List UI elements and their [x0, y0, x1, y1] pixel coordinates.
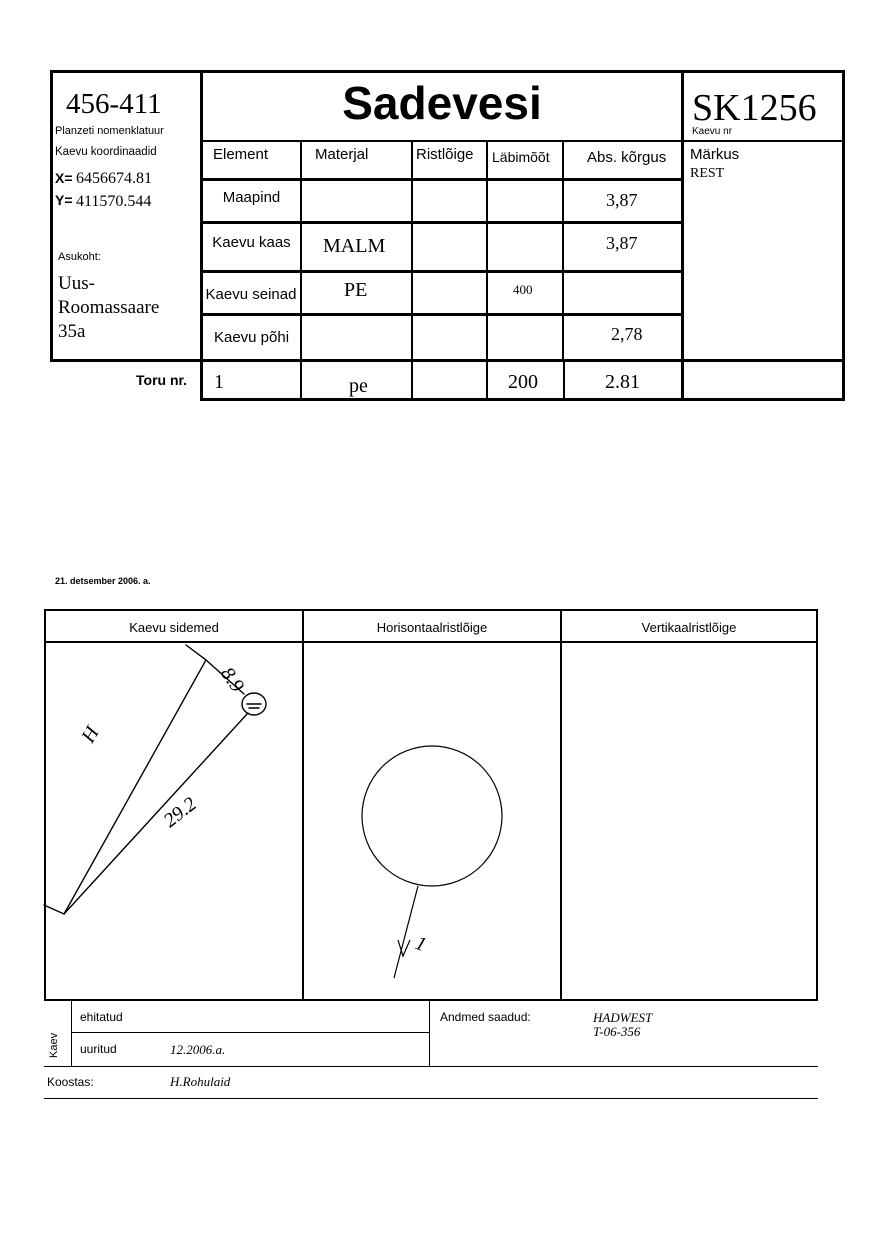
cross-section-circle	[362, 746, 502, 886]
pipe-direction-line	[394, 886, 418, 978]
footer-bottom-line	[44, 1098, 818, 1099]
location-line: Uus-	[58, 273, 95, 294]
col-header-remarks: Märkus	[690, 146, 740, 163]
col-header-cross: Ristlõige	[416, 146, 474, 163]
row-abs: 3,87	[606, 190, 638, 210]
x-value: 6456674.81	[76, 170, 152, 187]
col-header-material: Materjal	[315, 146, 369, 163]
horizontal-section-sketch	[362, 746, 502, 978]
data-source-value	[593, 1011, 652, 1039]
data-source-label: Andmed saadud:	[440, 1010, 531, 1024]
pipe-number: 1	[214, 371, 224, 393]
data-source-line: HADWEST	[593, 1010, 653, 1025]
sketch-header-vertical: Vertikaalristlõige	[641, 620, 737, 635]
pipe-label: Toru nr.	[136, 372, 188, 388]
link-line-h	[64, 645, 206, 914]
pipe-abs: 2.81	[605, 371, 640, 393]
col-header-abs: Abs. kõrgus	[587, 149, 667, 166]
compiled-value: H.Rohulaid	[170, 1074, 231, 1089]
note-292: 29.2	[159, 793, 201, 832]
row-element: Kaevu põhi	[213, 329, 290, 346]
y-value: 411570.544	[76, 193, 152, 210]
pipe-diameter: 200	[508, 371, 538, 393]
footer-side-label: Kaev	[48, 1032, 60, 1058]
location-label: Asukoht:	[58, 251, 101, 263]
row-abs: 3,87	[606, 233, 638, 253]
footer-line	[44, 1066, 818, 1067]
map-sheet-label: Planzeti nomenklatuur	[55, 125, 164, 137]
compiled-label: Koostas:	[47, 1075, 94, 1089]
coords-label: Kaevu koordinaadid	[55, 146, 157, 158]
row-element: Kaevu kaas	[212, 234, 291, 251]
row-element: Kaevu seinad	[205, 286, 297, 303]
surveyed-label: uuritud	[80, 1042, 117, 1056]
location-line: Roomassaare	[58, 297, 160, 318]
col-header-element: Element	[213, 146, 269, 163]
built-label: ehitatud	[80, 1010, 123, 1024]
note-1: 1	[412, 932, 430, 957]
row-abs: 2,78	[611, 324, 643, 344]
date-text: 21. detsember 2006. a.	[55, 576, 151, 586]
footer-side-divider	[71, 1000, 72, 1066]
surveyed-value: 12.2006.a.	[170, 1042, 226, 1057]
row-diameter: 400	[513, 282, 533, 297]
footer-divider	[429, 1000, 430, 1066]
page-title: Sadevesi	[342, 77, 542, 129]
link-line-edge	[44, 905, 64, 914]
pipe-material: pe	[349, 375, 368, 397]
col-header-diameter: Läbimõõt	[492, 149, 550, 165]
sketch-header-links: Kaevu sidemed	[129, 620, 219, 635]
x-label: X=	[55, 170, 73, 186]
sketch-header-horizontal: Horisontaalristlõige	[376, 620, 488, 635]
y-label: Y=	[55, 192, 73, 208]
row-material: PE	[344, 279, 368, 301]
data-source-line: T-06-356	[593, 1024, 641, 1039]
remarks-value: REST	[690, 166, 725, 181]
note-h: H	[77, 722, 104, 747]
note-89: 8.9	[215, 663, 249, 697]
location-line: 35a	[58, 321, 86, 342]
map-sheet-value: 456-411	[66, 88, 162, 120]
row-element: Maapind	[222, 189, 281, 206]
handwritten-notes	[77, 663, 429, 956]
well-id-value: SK1256	[692, 87, 817, 129]
well-id-label: Kaevu nr	[692, 126, 733, 137]
row-material: MALM	[323, 235, 386, 257]
well-symbol-bars	[247, 704, 261, 708]
footer-mid-line	[71, 1032, 429, 1033]
